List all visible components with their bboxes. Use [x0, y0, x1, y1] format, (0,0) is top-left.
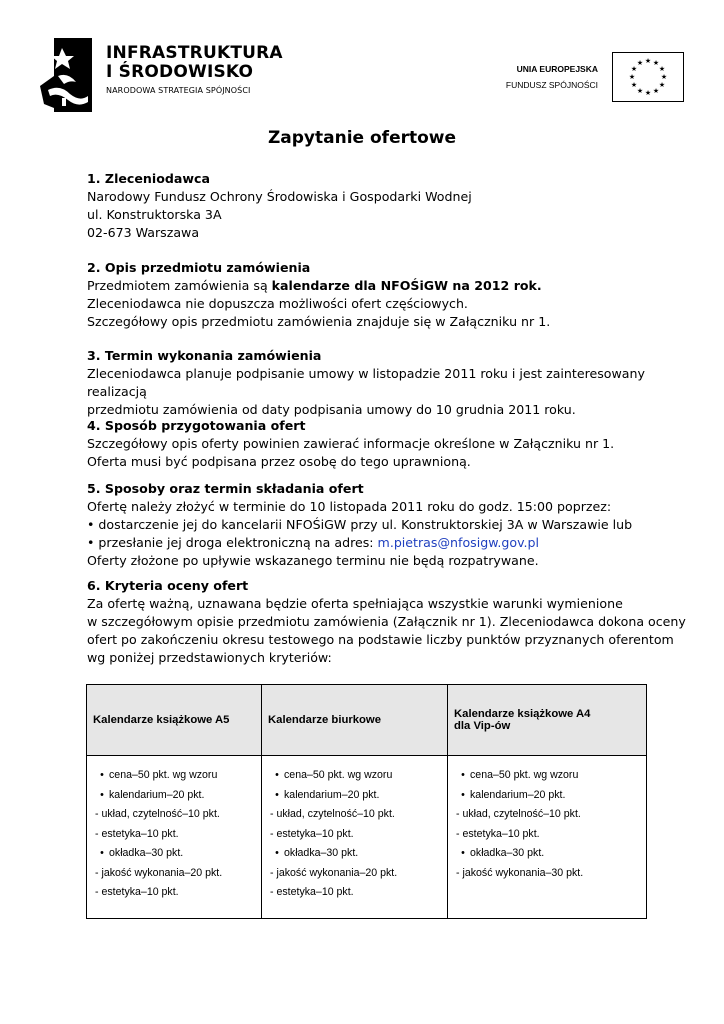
section-heading: 3. Termin wykonania zamówienia: [87, 348, 322, 363]
criteria-item: • okładka–30 pkt.: [95, 844, 253, 864]
eu-flag: [612, 52, 684, 102]
section-line: Ofertę należy złożyć w terminie do 10 listopada 2011 roku do godz. 15:00 poprzez:: [87, 499, 612, 514]
svg-text:★: ★: [636, 87, 644, 95]
table-header-cell: Kalendarze książkowe A5: [87, 685, 262, 756]
criteria-item: - jakość wykonania–20 pkt.: [270, 866, 398, 879]
section-line: [87, 277, 687, 295]
criteria-item: - estetyka–10 pkt.: [95, 886, 179, 898]
section-heading: 2. Opis przedmiotu zamówienia: [87, 260, 311, 275]
criteria-item: • cena–50 pkt. wg wzoru: [95, 766, 253, 786]
svg-text:★: ★: [628, 73, 636, 81]
logo-line3: NARODOWA STRATEGIA SPÓJNOŚCI: [106, 86, 251, 95]
section-line: wg poniżej przedstawionych kryteriów:: [87, 650, 332, 665]
section-sposoby-skladania: [87, 480, 687, 570]
section-line: Narodowy Fundusz Ochrony Środowiska i Gospodarki Wodnej: [87, 189, 472, 204]
text-run: • przesłanie jej droga elektroniczną na adres:: [87, 535, 378, 550]
criteria-list: [456, 766, 638, 883]
section-line: • dostarczenie jej do kancelarii NFOŚiGW przy ul. Konstruktorskiej 3A w Warszawie lub: [87, 517, 633, 532]
criteria-item: • cena–50 pkt. wg wzoru: [456, 766, 638, 786]
section-line: ul. Konstruktorska 3A: [87, 207, 222, 222]
section-line: Szczegółowy opis oferty powinien zawierać informacje określone w Załączniku nr 1.: [87, 436, 615, 451]
logo-line1: INFRASTRUKTURA: [106, 43, 283, 63]
section-termin-wykonania: [87, 347, 687, 419]
criteria-list: [270, 766, 439, 903]
svg-text:★: ★: [660, 73, 668, 81]
criteria-item: - układ, czytelność–10 pkt.: [270, 808, 395, 820]
criteria-item: - estetyka–10 pkt.: [95, 827, 179, 840]
table-cell: [87, 756, 262, 919]
criteria-item: • okładka–30 pkt.: [270, 844, 439, 864]
svg-text:★: ★: [644, 57, 652, 65]
svg-text:★: ★: [636, 59, 644, 67]
header-line: dla Vip-ów: [454, 720, 511, 732]
table-header-cell: Kalendarze biurkowe: [262, 685, 448, 756]
criteria-item: - estetyka–10 pkt.: [456, 827, 540, 840]
svg-text:★: ★: [658, 65, 666, 73]
eu-stars-icon: [613, 53, 683, 101]
section-line: Zleceniodawca nie dopuszcza możliwości ofert częściowych.: [87, 296, 468, 311]
eu-subtitle: FUNDUSZ SPÓJNOŚCI: [505, 80, 598, 90]
svg-text:★: ★: [644, 89, 652, 97]
svg-text:★: ★: [630, 65, 638, 73]
criteria-table: [86, 684, 647, 919]
svg-text:★: ★: [652, 59, 660, 67]
svg-text:★: ★: [630, 81, 638, 89]
criteria-item: - układ, czytelność–10 pkt.: [456, 808, 581, 820]
text-bold: kalendarze dla NFOŚiGW na 2012 rok.: [271, 278, 542, 293]
table-cell: [448, 756, 647, 919]
section-line: Za ofertę ważną, uznawana będzie oferta spełniająca wszystkie warunki wymienione: [87, 596, 623, 611]
eu-title: UNIA EUROPEJSKA: [516, 64, 598, 74]
criteria-item: - jakość wykonania–20 pkt.: [95, 866, 223, 879]
text-run: Przedmiotem zamówienia są: [87, 278, 272, 293]
eu-logo-block: [500, 52, 684, 104]
svg-text:★: ★: [652, 87, 660, 95]
criteria-list: [95, 766, 253, 903]
criteria-item: - jakość wykonania–30 pkt.: [456, 866, 584, 879]
criteria-item: - układ, czytelność–10 pkt.: [95, 808, 220, 820]
section-sposob-przygotowania: [87, 417, 687, 471]
criteria-item: - estetyka–10 pkt.: [270, 827, 354, 840]
section-line: [87, 534, 687, 552]
section-heading: 6. Kryteria oceny ofert: [87, 578, 249, 593]
header-line: Kalendarze książkowe A4: [454, 708, 591, 720]
section-heading: 5. Sposoby oraz termin składania ofert: [87, 481, 364, 496]
section-opis-przedmiotu: [87, 259, 687, 331]
section-line: ofert po zakończeniu okresu testowego na podstawie liczby punktów przyznanych oferentom: [87, 632, 674, 647]
section-zleceniodawca: [87, 170, 687, 242]
section-line: 02-673 Warszawa: [87, 225, 200, 240]
table-row: [87, 756, 647, 919]
section-kryteria-oceny: [87, 577, 687, 667]
section-line: w szczegółowym opisie przedmiotu zamówienia (Załącznik nr 1). Zleceniodawca dokona oceny: [87, 614, 686, 629]
logo-emblem-icon: [40, 36, 92, 112]
logo-line2: I ŚRODOWISKO: [106, 62, 254, 82]
section-line: Szczegółowy opis przedmiotu zamówienia znajduje się w Załączniku nr 1.: [87, 314, 551, 329]
criteria-item: • cena–50 pkt. wg wzoru: [270, 766, 439, 786]
document-title: Zapytanie ofertowe: [267, 128, 457, 148]
criteria-item: • kalendarium–20 pkt.: [270, 786, 439, 806]
svg-text:★: ★: [658, 81, 666, 89]
section-line: przedmiotu zamówienia od daty podpisania umowy do 10 grudnia 2011 roku.: [87, 402, 576, 417]
email-link[interactable]: m.pietras@nfosigw.gov.pl: [377, 535, 540, 550]
section-line: Zleceniodawca planuje podpisanie umowy w listopadzie 2011 roku i jest zainteresowany realizacją: [87, 366, 645, 399]
criteria-item: • okładka–30 pkt.: [456, 844, 638, 864]
criteria-item: • kalendarium–20 pkt.: [456, 786, 638, 806]
table-cell: [262, 756, 448, 919]
table-header-cell: [448, 685, 647, 756]
criteria-item: • kalendarium–20 pkt.: [95, 786, 253, 806]
section-heading: 1. Zleceniodawca: [87, 171, 210, 186]
section-heading: 4. Sposób przygotowania ofert: [87, 418, 306, 433]
eu-labels: [506, 64, 598, 90]
section-line: Oferty złożone po upływie wskazanego terminu nie będą rozpatrywane.: [87, 553, 539, 568]
criteria-item: - estetyka–10 pkt.: [270, 886, 354, 898]
infrastruktura-logo: [40, 36, 283, 112]
section-line: Oferta musi być podpisana przez osobę do tego uprawnioną.: [87, 454, 471, 469]
table-header-row: [87, 685, 647, 756]
logo-text: [106, 44, 283, 95]
